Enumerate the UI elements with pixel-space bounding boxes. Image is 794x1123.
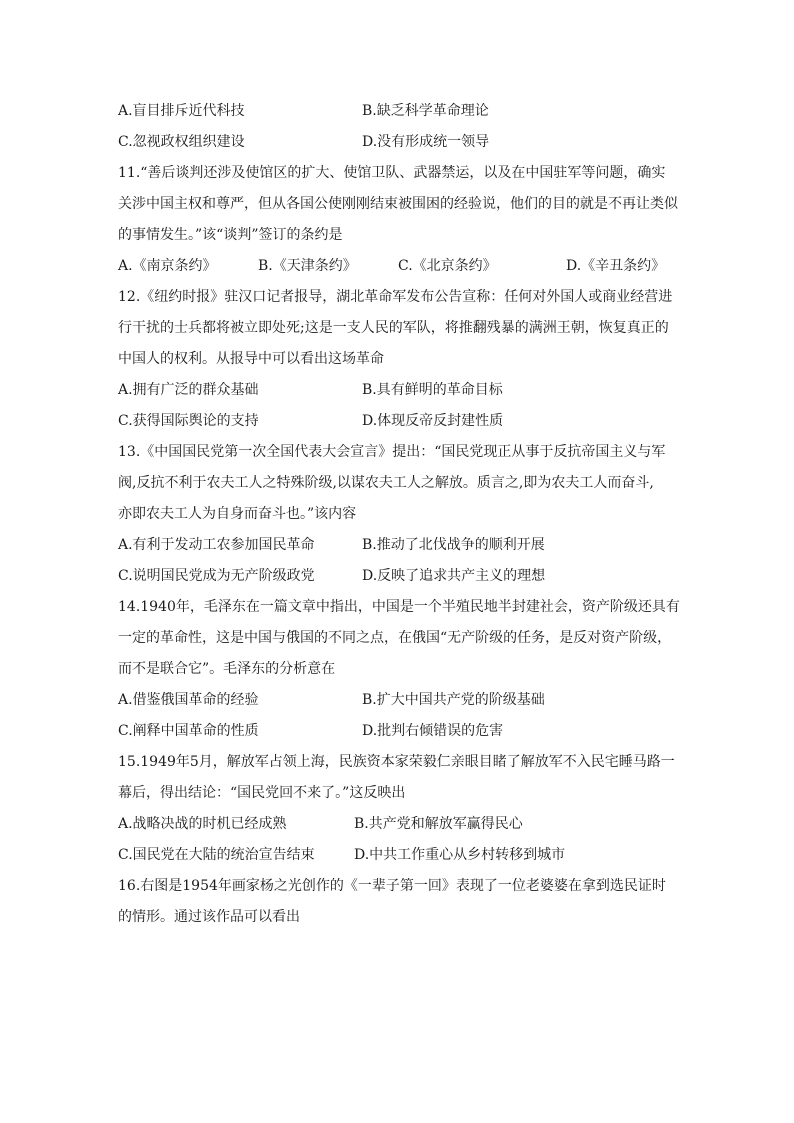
q14-stem-line: 14.1940年，毛泽东在一篇文章中指出，中国是一个半殖民地半封建社会，资产阶级还具有 [118, 599, 680, 615]
q12-option-d: D.体现反帝反封建性质 [362, 413, 504, 429]
q12-options-row-2 [118, 406, 678, 437]
q13-options-row-2 [118, 561, 678, 592]
q14-stem-line: 一定的革命性，这是中国与俄国的不同之点，在俄国“无产阶级的任务，是反对资产阶级， [118, 630, 672, 646]
q11-stem-line: 的事情发生。”该“谈判”签订的条约是 [118, 227, 343, 243]
q15-options-row-1 [118, 809, 678, 840]
question-13 [118, 437, 678, 592]
q10-option-a: A.盲目排斥近代科技 [118, 103, 245, 119]
q14-option-b: B.扩大中国共产党的阶级基础 [362, 692, 545, 708]
q12-options-row-1 [118, 375, 678, 406]
q13-stem-line: 阀,反抗不利于农夫工人之特殊阶级,以谋农夫工人之解放。质言之,即为农夫工人而奋斗, [118, 475, 654, 491]
q12-stem-line: 中国人的权利。从报导中可以看出这场革命 [118, 351, 384, 367]
question-11 [118, 158, 678, 282]
q12-stem-line: 行干扰的士兵都将被立即处死;这是一支人民的军队，将推翻残暴的满洲王朝，恢复真正的 [118, 320, 669, 336]
q13-stem-line: 13.《中国国民党第一次全国代表大会宣言》提出：“国民党现正从事于反抗帝国主义与军 [118, 444, 666, 460]
q15-stem-line: 15.1949年5月，解放军占领上海，民族资本家荣毅仁亲眼目睹了解放军不入民宅睡马路一 [118, 754, 675, 770]
q16-stem-line: 16.右图是1954年画家杨之光创作的《一辈子第一回》表现了一位老婆婆在拿到选民证时 [118, 878, 666, 894]
q11-option-c: C.《北京条约》 [398, 258, 497, 274]
q11-option-b: B.《天津条约》 [258, 258, 357, 274]
q13-options-row-1 [118, 530, 678, 561]
question-15 [118, 747, 678, 871]
q13-option-c: C.说明国民党成为无产阶级政党 [118, 568, 315, 584]
q14-option-d: D.批判右倾错误的危害 [362, 723, 504, 739]
q14-options-row-2 [118, 716, 678, 747]
q15-option-d: D.中共工作重心从乡村转移到城市 [354, 847, 566, 863]
q12-option-b: B.具有鲜明的革命目标 [362, 382, 503, 398]
q13-option-b: B.推动了北伐战争的顺利开展 [362, 537, 545, 553]
q10-options-row-2 [118, 127, 678, 158]
q11-option-d: D.《辛丑条约》 [566, 258, 666, 274]
q11-stem-line: 关涉中国主权和尊严，但从各国公使刚刚结束被围困的经验说，他们的目的就是不再让类似 [118, 196, 678, 212]
exam-page [118, 96, 678, 933]
q10-option-b: B.缺乏科学革命理论 [362, 103, 489, 119]
q11-option-a: A.《南京条约》 [118, 258, 217, 274]
q15-option-b: B.共产党和解放军赢得民心 [354, 816, 523, 832]
q12-stem-line: 12.《纽约时报》驻汉口记者报导，湖北革命军发布公告宣称：任何对外国人或商业经营进 [118, 289, 673, 305]
question-12 [118, 282, 678, 437]
question-14 [118, 592, 678, 747]
question-16 [118, 871, 678, 933]
q10-options-row-1 [118, 96, 678, 127]
q14-option-a: A.借鉴俄国革命的经验 [118, 692, 259, 708]
q13-option-d: D.反映了追求共产主义的理想 [362, 568, 546, 584]
q13-option-a: A.有利于发动工农参加国民革命 [118, 537, 315, 553]
q15-stem-line: 幕后，得出结论：“国民党回不来了。”这反映出 [118, 785, 406, 801]
q15-option-c: C.国民党在大陆的统治宣告结束 [118, 847, 315, 863]
q12-option-c: C.获得国际舆论的支持 [118, 413, 259, 429]
q10-option-d: D.没有形成统一领导 [362, 134, 490, 150]
q10-option-c: C.忽视政权组织建设 [118, 134, 245, 150]
q11-options-row [118, 251, 678, 282]
q14-options-row-1 [118, 685, 678, 716]
q15-option-a: A.战略决战的时机已经成熟 [118, 816, 287, 832]
q14-option-c: C.阐释中国革命的性质 [118, 723, 259, 739]
q15-options-row-2 [118, 840, 678, 871]
q12-option-a: A.拥有广泛的群众基础 [118, 382, 259, 398]
q11-stem-line: 11.“善后谈判还涉及使馆区的扩大、使馆卫队、武器禁运，以及在中国驻军等问题，确实 [118, 165, 666, 181]
q16-stem-line: 的情形。通过该作品可以看出 [118, 909, 300, 925]
q13-stem-line: 亦即农夫工人为自身而奋斗也。”该内容 [118, 506, 357, 522]
q14-stem-line: 而不是联合它”。毛泽东的分析意在 [118, 661, 336, 677]
